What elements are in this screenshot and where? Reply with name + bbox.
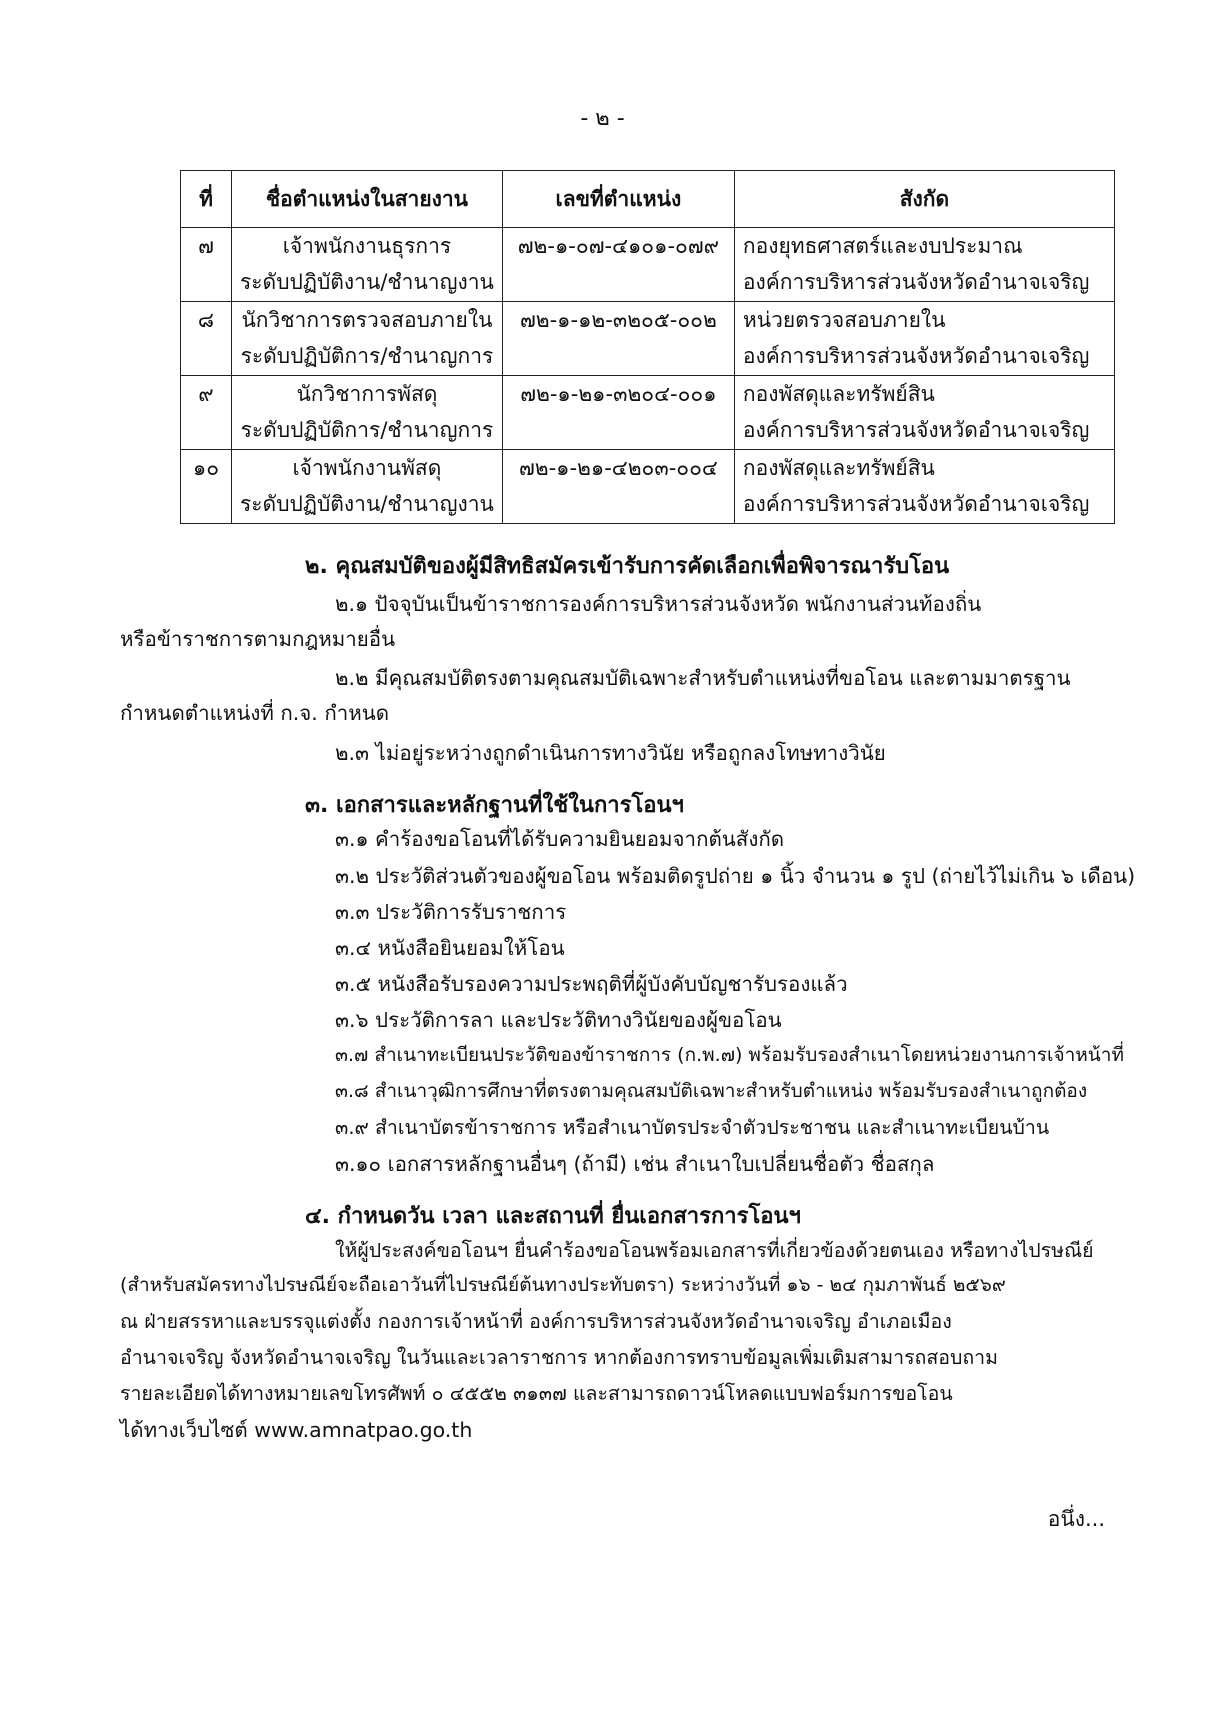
section3-item: ๓.๑ คำร้องขอโอนที่ได้รับความยินยอมจากต้นสังกัด (335, 827, 785, 851)
section3-item: ๓.๖ ประวัติการลา และประวัติทางวินัยของผู้ขอโอน (335, 1008, 782, 1032)
section3-item: ๓.๕ หนังสือรับรองความประพฤติที่ผู้บังคับบัญชารับรองแล้ว (335, 972, 848, 996)
table-row (181, 228, 1115, 302)
affiliation-division: หน่วยตรวจสอบภายใน (742, 308, 946, 332)
row-position-name (232, 376, 503, 450)
row-position-code: ๗๒-๑-๒๑-๔๒๐๓-๐๐๔ (502, 450, 734, 524)
row-affiliation (734, 228, 1114, 302)
header-position-code: เลขที่ตำแหน่ง (502, 171, 734, 228)
row-position-name (232, 302, 503, 376)
position-title: นักวิชาการตรวจสอบภายใน (241, 308, 493, 332)
header-position-name: ชื่อตำแหน่งในสายงาน (232, 171, 503, 228)
section4-line: ให้ผู้ประสงค์ขอโอนฯ ยื่นคำร้องขอโอนพร้อมเอกสารที่เกี่ยวข้องด้วยตนเอง หรือทางไปรษณีย์ (335, 1239, 1094, 1262)
affiliation-org: องค์การบริหารส่วนจังหวัดอำนาจเจริญ (742, 270, 1090, 294)
affiliation-org: องค์การบริหารส่วนจังหวัดอำนาจเจริญ (742, 418, 1090, 442)
position-title: เจ้าพนักงานธุรการ (282, 234, 452, 258)
section3-item: ๓.๓ ประวัติการรับราชการ (335, 900, 567, 924)
affiliation-division: กองยุทธศาสตร์และงบประมาณ (742, 234, 1023, 258)
position-level: ระดับปฏิบัติงาน/ชำนาญงาน (240, 492, 494, 516)
row-position-name (232, 450, 503, 524)
page-number: - ๒ - (580, 106, 625, 131)
section4-website-line: ได้ทางเว็บไซต์ www.amnatpao.go.th (120, 1418, 473, 1442)
row-no: ๘ (181, 302, 232, 376)
section3-item: ๓.๑๐ เอกสารหลักฐานอื่นๆ (ถ้ามี) เช่น สำเนาใบเปลี่ยนชื่อตัว ชื่อสกุล (335, 1152, 935, 1176)
section4-line: (สำหรับสมัครทางไปรษณีย์จะถือเอาวันที่ไปรษณีย์ต้นทางประทับตรา) ระหว่างวันที่ ๑๖ - ๒๔ กุมภาพันธ์ ๒๕๖๙ (120, 1274, 1006, 1296)
row-position-code: ๗๒-๑-๐๗-๔๑๐๑-๐๗๙ (502, 228, 734, 302)
positions-table (180, 170, 1115, 524)
table-row (181, 450, 1115, 524)
section3-item: ๓.๔ หนังสือยินยอมให้โอน (335, 936, 565, 960)
row-no: ๑๐ (181, 450, 232, 524)
section4-line: ณ ฝ่ายสรรหาและบรรจุแต่งตั้ง กองการเจ้าหน้าที่ องค์การบริหารส่วนจังหวัดอำนาจเจริญ อำเภอเมือง (120, 1310, 952, 1333)
affiliation-division: กองพัสดุและทรัพย์สิน (742, 456, 935, 480)
section2-item-1-line2: หรือข้าราชการตามกฎหมายอื่น (120, 627, 396, 651)
position-title: นักวิชาการพัสดุ (296, 382, 438, 406)
position-level: ระดับปฏิบัติการ/ชำนาญการ (240, 418, 494, 442)
section3-item: ๓.๘ สำเนาวุฒิการศึกษาที่ตรงตามคุณสมบัติเฉพาะสำหรับตำแหน่ง พร้อมรับรองสำเนาถูกต้อง (335, 1080, 1088, 1102)
position-title: เจ้าพนักงานพัสดุ (292, 456, 442, 480)
row-affiliation (734, 302, 1114, 376)
section3-title: ๓. เอกสารและหลักฐานที่ใช้ในการโอนฯ (305, 793, 684, 818)
row-affiliation (734, 376, 1114, 450)
section4-line: อำนาจเจริญ จังหวัดอำนาจเจริญ ในวันและเวลาราชการ หากต้องการทราบข้อมูลเพิ่มเติมสามารถสอบถาม (120, 1346, 998, 1369)
affiliation-division: กองพัสดุและทรัพย์สิน (742, 382, 935, 406)
row-no: ๗ (181, 228, 232, 302)
affiliation-org: องค์การบริหารส่วนจังหวัดอำนาจเจริญ (742, 344, 1090, 368)
section3-item: ๓.๒ ประวัติส่วนตัวของผู้ขอโอน พร้อมติดรูปถ่าย ๑ นิ้ว จำนวน ๑ รูป (ถ่ายไว้ไม่เกิน ๖ เดือน) (335, 864, 1136, 888)
position-level: ระดับปฏิบัติงาน/ชำนาญงาน (240, 270, 494, 294)
row-affiliation (734, 450, 1114, 524)
table-row (181, 376, 1115, 450)
section2-title: ๒. คุณสมบัติของผู้มีสิทธิสมัครเข้ารับการคัดเลือกเพื่อพิจารณารับโอน (305, 554, 950, 579)
header-affiliation: สังกัด (734, 171, 1114, 228)
closing-continuation: อนึ่ง... (1047, 1507, 1105, 1531)
section3-item: ๓.๗ สำเนาทะเบียนประวัติของข้าราชการ (ก.พ.๗) พร้อมรับรองสำเนาโดยหน่วยงานการเจ้าหน้าที่ (335, 1044, 1124, 1066)
row-position-code: ๗๒-๑-๑๒-๓๒๐๕-๐๐๒ (502, 302, 734, 376)
row-position-code: ๗๒-๑-๒๑-๓๒๐๔-๐๐๑ (502, 376, 734, 450)
section2-item-2-line1: ๒.๒ มีคุณสมบัติตรงตามคุณสมบัติเฉพาะสำหรับตำแหน่งที่ขอโอน และตามมาตรฐาน (335, 666, 1071, 690)
section2-item-1-line1: ๒.๑ ปัจจุบันเป็นข้าราชการองค์การบริหารส่วนจังหวัด พนักงานส่วนท้องถิ่น (335, 592, 982, 616)
section4-title: ๔. กำหนดวัน เวลา และสถานที่ ยื่นเอกสารการโอนฯ (305, 1204, 801, 1229)
table-row (181, 302, 1115, 376)
section2-item-2-line2: กำหนดตำแหน่งที่ ก.จ. กำหนด (120, 701, 390, 725)
section3-item: ๓.๙ สำเนาบัตรข้าราชการ หรือสำเนาบัตรประจำตัวประชาชน และสำเนาทะเบียนบ้าน (335, 1116, 1050, 1139)
section2-item-3: ๒.๓ ไม่อยู่ระหว่างถูกดำเนินการทางวินัย หรือถูกลงโทษทางวินัย (335, 741, 886, 765)
affiliation-org: องค์การบริหารส่วนจังหวัดอำนาจเจริญ (742, 492, 1090, 516)
table-header-row (181, 171, 1115, 228)
header-no: ที่ (181, 171, 232, 228)
row-position-name (232, 228, 503, 302)
row-no: ๙ (181, 376, 232, 450)
section4-line: รายละเอียดได้ทางหมายเลขโทรศัพท์ ๐ ๔๕๕๒ ๓๑๓๗ และสามารถดาวน์โหลดแบบฟอร์มการขอโอน (120, 1382, 953, 1405)
position-level: ระดับปฏิบัติการ/ชำนาญการ (240, 344, 494, 368)
